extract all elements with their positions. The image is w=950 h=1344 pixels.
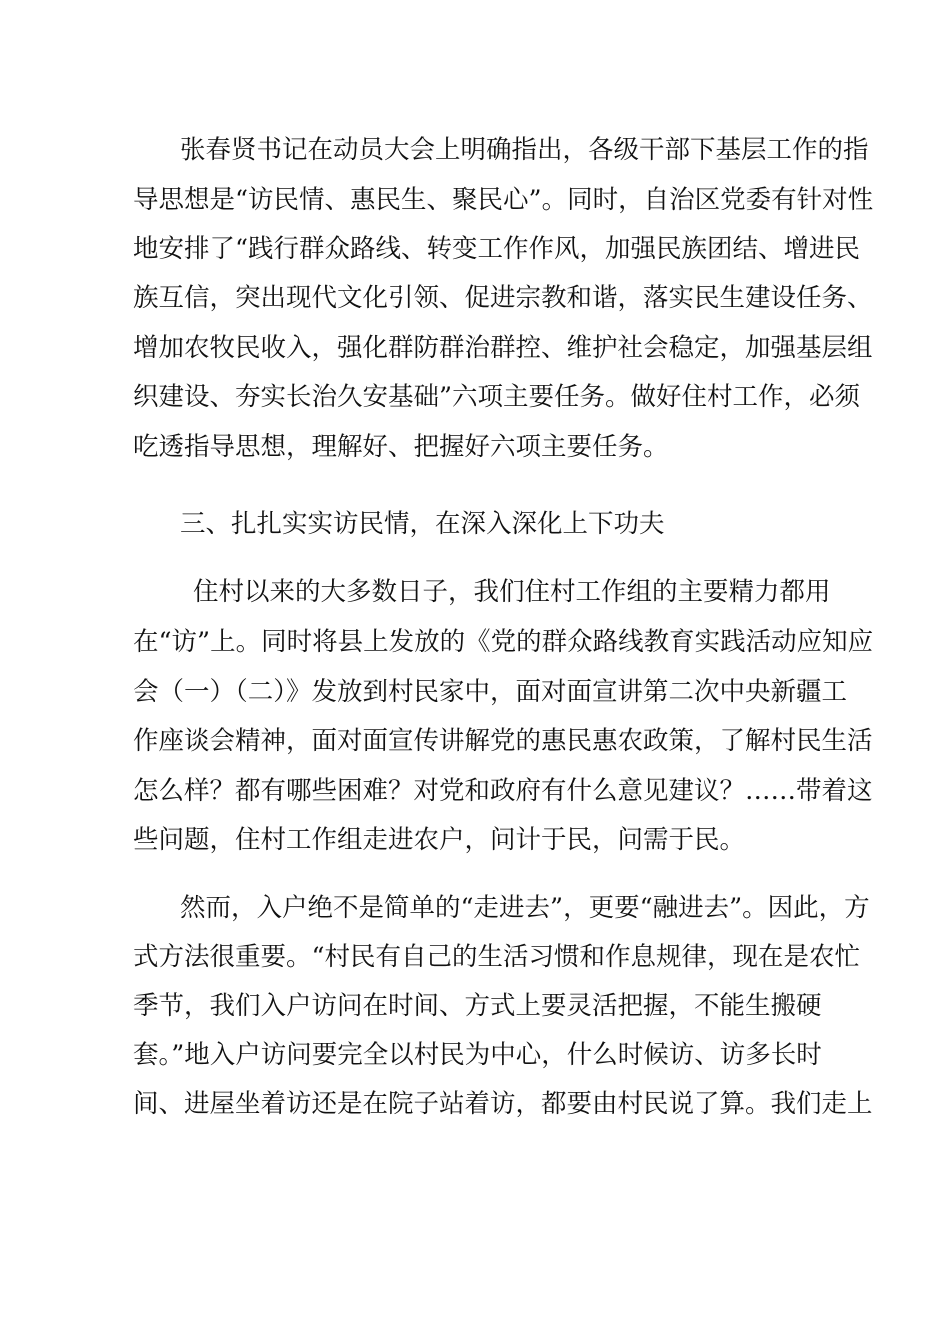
text-line: 在“访”上。同时将县上发放的《党的群众路线教育实践活动应知应 <box>133 627 874 657</box>
text-line: 住村以来的大多数日子，我们住村工作组的主要精力都用 <box>193 577 831 607</box>
text-line: 怎么样？都有哪些困难？对党和政府有什么意见建议？……带着这 <box>133 776 873 806</box>
text-line: 套。”地入户访问要完全以村民为中心，什么时候访、访多长时 <box>133 1040 822 1070</box>
text-line: 作座谈会精神，面对面宣传讲解党的惠民惠农政策，了解村民生活 <box>133 726 873 756</box>
text-line: 增加农牧民收入，强化群防群治群控、维护社会稳定，加强基层组 <box>133 333 873 363</box>
text-line: 张春贤书记在动员大会上明确指出，各级干部下基层工作的指 <box>180 135 869 165</box>
text-line: 间、进屋坐着访还是在院子站着访，都要由村民说了算。我们走上 <box>133 1089 873 1119</box>
text-line: 族互信，突出现代文化引领、促进宗教和谐，落实民生建设任务、 <box>133 283 873 313</box>
text-line: 导思想是“访民情、惠民生、聚民心”。同时，自治区党委有针对性 <box>133 185 874 215</box>
text-line: 然而，入户绝不是简单的“走进去”，更要“融进去”。因此，方 <box>180 893 870 923</box>
text-line: 会（一）（二）》发放到村民家中，面对面宣讲第二次中央新疆工 <box>133 677 848 707</box>
text-line: 织建设、夯实长治久安基础”六项主要任务。做好住村工作，必须 <box>133 382 861 412</box>
text-line: 些问题，住村工作组走进农户，问计于民，问需于民。 <box>133 825 746 855</box>
text-line: 式方法很重要。“村民有自己的生活习惯和作息规律，现在是农忙 <box>133 942 861 972</box>
section-heading: 三、扎扎实实访民情，在深入深化上下功夫 <box>180 509 665 539</box>
text-line: 吃透指导思想，理解好、把握好六项主要任务。 <box>133 432 669 462</box>
text-line: 地安排了“践行群众路线、转变工作作风，加强民族团结、增进民 <box>133 234 861 264</box>
text-line: 季节，我们入户访问在时间、方式上要灵活把握，不能生搬硬 <box>133 991 822 1021</box>
